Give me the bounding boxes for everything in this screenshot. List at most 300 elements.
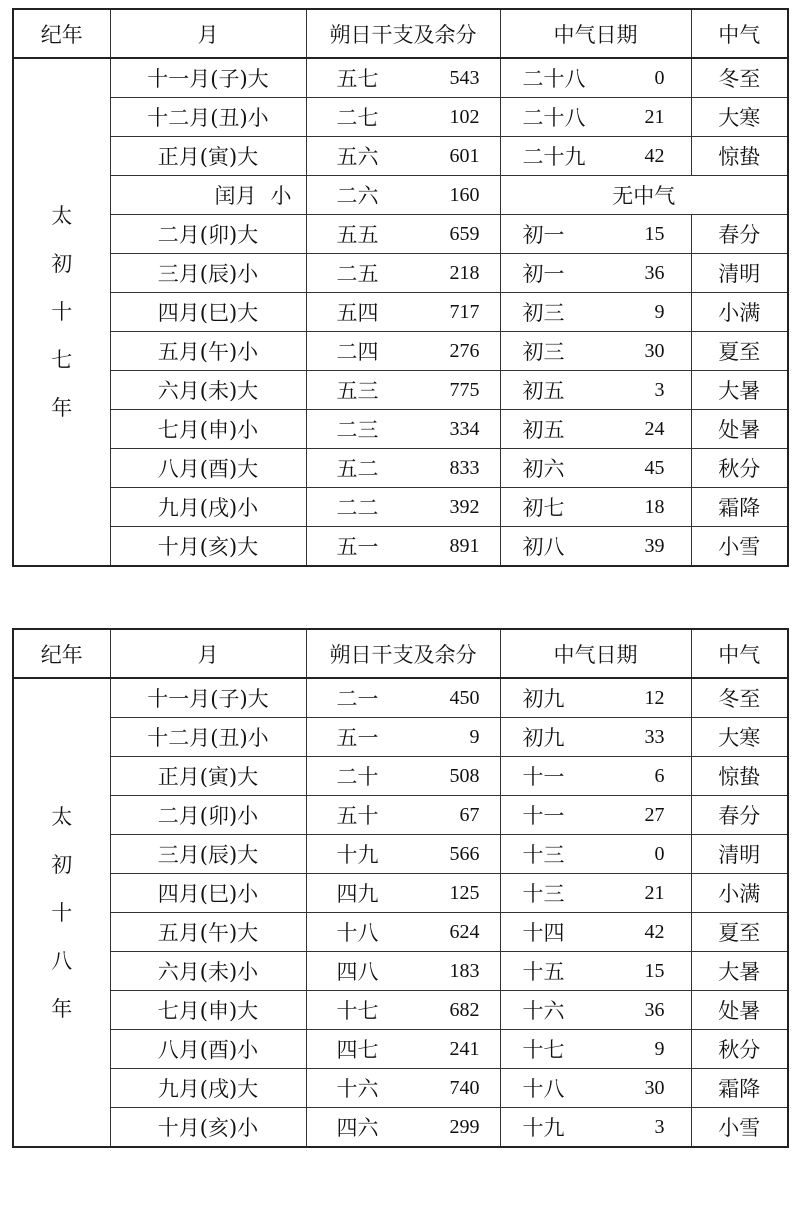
shuo-cell (306, 1030, 500, 1069)
shuo-cell (306, 215, 500, 254)
zq-date-pair (501, 375, 691, 405)
zq-day: 初五 (522, 418, 565, 442)
month-cell: 四月(巳)小 (110, 874, 306, 913)
zq-fraction: 36 (644, 998, 665, 1021)
table-row (13, 796, 788, 835)
zhongqi-cell: 小满 (691, 874, 788, 913)
zq-day: 初八 (522, 535, 565, 559)
zhongqi-cell: 惊蛰 (691, 757, 788, 796)
header-year: 纪年 (13, 9, 110, 58)
zq-date-pair (501, 956, 691, 986)
remainder-value: 717 (449, 300, 480, 323)
era-year-char: 八 (51, 948, 73, 973)
zhongqi-cell: 秋分 (691, 449, 788, 488)
ganzhi-number: 五五 (336, 223, 379, 247)
shuo-pair (307, 258, 500, 288)
zq-fraction: 21 (644, 105, 665, 128)
shuo-cell (306, 835, 500, 874)
ganzhi-number: 二四 (336, 340, 379, 364)
shuo-pair (307, 453, 500, 483)
remainder-value: 183 (449, 959, 480, 982)
ganzhi-number: 五三 (336, 379, 379, 403)
zhongqi-cell: 小满 (691, 293, 788, 332)
zq-fraction: 39 (644, 534, 665, 557)
shuo-cell (306, 137, 500, 176)
zq-date-pair (501, 839, 691, 869)
remainder-value: 775 (449, 378, 480, 401)
zq-date-pair (501, 1073, 691, 1103)
ganzhi-number: 十七 (336, 999, 379, 1023)
zhongqi-cell: 处暑 (691, 410, 788, 449)
shuo-cell (306, 952, 500, 991)
table-row (13, 137, 788, 176)
table-row (13, 488, 788, 527)
remainder-value: 102 (449, 105, 480, 128)
zq-date-cell (500, 1030, 691, 1069)
shuo-cell (306, 254, 500, 293)
zq-day: 初五 (522, 379, 565, 403)
table-row (13, 718, 788, 757)
era-year-char: 太 (51, 804, 73, 829)
table-row (13, 1069, 788, 1108)
shuo-cell (306, 332, 500, 371)
zq-fraction: 9 (654, 1037, 665, 1060)
remainder-value: 833 (449, 456, 480, 479)
ganzhi-number: 五七 (336, 67, 379, 91)
remainder-value: 682 (449, 998, 480, 1021)
table-row (13, 449, 788, 488)
zhongqi-cell: 大寒 (691, 98, 788, 137)
shuo-pair (307, 878, 500, 908)
zhongqi-cell: 惊蛰 (691, 137, 788, 176)
ganzhi-number: 二十 (336, 765, 379, 789)
shuo-pair (307, 336, 500, 366)
remainder-value: 125 (449, 881, 480, 904)
zhongqi-cell: 小雪 (691, 527, 788, 567)
ganzhi-number: 十九 (336, 843, 379, 867)
shuo-cell (306, 1108, 500, 1148)
zq-fraction: 9 (654, 300, 665, 323)
zq-date-cell (500, 488, 691, 527)
shuo-cell (306, 293, 500, 332)
shuo-pair (307, 141, 500, 171)
era-year-char: 初 (51, 852, 73, 877)
month-cell: 正月(寅)大 (110, 137, 306, 176)
month-cell: 二月(卯)大 (110, 215, 306, 254)
zhongqi-cell: 秋分 (691, 1030, 788, 1069)
zq-date-cell (500, 58, 691, 98)
zq-date-cell (500, 215, 691, 254)
month-cell: 十月(亥)小 (110, 1108, 306, 1148)
zq-day: 二十九 (522, 145, 586, 169)
shuo-cell (306, 991, 500, 1030)
zq-fraction: 45 (644, 456, 665, 479)
table-row (13, 176, 788, 215)
shuo-pair (307, 63, 500, 93)
month-cell: 十一月(子)大 (110, 58, 306, 98)
zq-date-cell (500, 527, 691, 567)
zq-day: 十五 (522, 960, 565, 984)
zq-fraction: 42 (644, 144, 665, 167)
shuo-cell (306, 449, 500, 488)
zq-date-cell (500, 332, 691, 371)
zq-date-cell (500, 1108, 691, 1148)
zq-fraction: 24 (644, 417, 665, 440)
shuo-pair (307, 375, 500, 405)
remainder-value: 67 (459, 803, 480, 826)
ganzhi-number: 十八 (336, 921, 379, 945)
ganzhi-number: 五二 (336, 457, 379, 481)
zq-date-pair (501, 492, 691, 522)
zq-date-cell (500, 449, 691, 488)
era-year-char: 初 (51, 252, 73, 276)
header-shuo: 朔日干支及余分 (306, 9, 500, 58)
era-year-char: 十 (51, 900, 73, 925)
no-zhongqi-cell: 无中气 (500, 176, 788, 215)
zq-day: 十三 (522, 843, 565, 867)
shuo-pair (307, 1073, 500, 1103)
table-row (13, 952, 788, 991)
zq-fraction: 3 (654, 1115, 665, 1138)
zq-day: 初三 (522, 340, 565, 364)
month-cell: 十一月(子)大 (110, 678, 306, 718)
zq-date-cell (500, 718, 691, 757)
ganzhi-number: 二一 (336, 687, 379, 711)
shuo-pair (307, 492, 500, 522)
header-zq-date: 中气日期 (500, 9, 691, 58)
shuo-cell (306, 58, 500, 98)
zhongqi-cell: 小雪 (691, 1108, 788, 1148)
zhongqi-cell: 冬至 (691, 58, 788, 98)
zhongqi-cell: 霜降 (691, 1069, 788, 1108)
table-row (13, 371, 788, 410)
table-row (13, 1108, 788, 1148)
calendar-table-taichu-17 (12, 8, 789, 567)
month-cell: 正月(寅)大 (110, 757, 306, 796)
zq-day: 初九 (522, 687, 565, 711)
zq-day: 十九 (522, 1116, 565, 1140)
table-row (13, 757, 788, 796)
zq-date-cell (500, 757, 691, 796)
month-cell: 五月(午)大 (110, 913, 306, 952)
zq-date-cell (500, 952, 691, 991)
remainder-value: 392 (449, 495, 480, 518)
era-year-char: 太 (51, 204, 73, 228)
shuo-cell (306, 488, 500, 527)
leap-month (157, 180, 306, 210)
zq-date-cell (500, 835, 691, 874)
month-cell: 五月(午)小 (110, 332, 306, 371)
zq-date-cell (500, 254, 691, 293)
ganzhi-number: 五十 (336, 804, 379, 828)
header-month: 月 (110, 629, 306, 678)
shuo-cell (306, 678, 500, 718)
zhongqi-cell: 处暑 (691, 991, 788, 1030)
zq-date-pair (501, 917, 691, 947)
zq-fraction: 0 (654, 842, 665, 865)
shuo-pair (307, 180, 500, 210)
zq-date-pair (501, 102, 691, 132)
remainder-value: 566 (449, 842, 480, 865)
table-row (13, 991, 788, 1030)
month-cell: 十月(亥)大 (110, 527, 306, 567)
shuo-cell (306, 527, 500, 567)
zq-date-pair (501, 414, 691, 444)
ganzhi-number: 二五 (336, 262, 379, 286)
table-row (13, 835, 788, 874)
zq-fraction: 27 (644, 803, 665, 826)
era-year-char: 年 (51, 996, 73, 1021)
shuo-cell (306, 718, 500, 757)
leap-month-label: 闰月 (214, 184, 257, 208)
zq-day: 二十八 (522, 67, 586, 91)
shuo-cell (306, 874, 500, 913)
shuo-pair (307, 956, 500, 986)
zq-date-pair (501, 219, 691, 249)
shuo-pair (307, 839, 500, 869)
month-cell: 三月(辰)小 (110, 254, 306, 293)
zq-date-cell (500, 137, 691, 176)
ganzhi-number: 十六 (336, 1077, 379, 1101)
era-year-char: 十 (51, 300, 73, 324)
remainder-value: 601 (449, 144, 480, 167)
zq-date-pair (501, 995, 691, 1025)
era-year-char: 年 (51, 396, 73, 420)
zhongqi-cell: 大暑 (691, 371, 788, 410)
month-cell: 九月(戌)大 (110, 1069, 306, 1108)
month-cell: 九月(戌)小 (110, 488, 306, 527)
remainder-value: 299 (449, 1115, 480, 1138)
zq-day: 十七 (522, 1038, 565, 1062)
table-row (13, 874, 788, 913)
zq-day: 十一 (522, 804, 565, 828)
zq-day: 十八 (522, 1077, 565, 1101)
remainder-value: 543 (449, 66, 480, 89)
ganzhi-number: 五六 (336, 145, 379, 169)
remainder-value: 450 (449, 686, 480, 709)
remainder-value: 9 (469, 725, 480, 748)
remainder-value: 218 (449, 261, 480, 284)
shuo-pair (307, 531, 500, 561)
zq-fraction: 33 (644, 725, 665, 748)
zq-date-pair (501, 141, 691, 171)
month-cell: 八月(酉)小 (110, 1030, 306, 1069)
month-cell: 七月(申)大 (110, 991, 306, 1030)
shuo-pair (307, 102, 500, 132)
zq-date-cell (500, 874, 691, 913)
zq-fraction: 18 (644, 495, 665, 518)
table-row (13, 678, 788, 718)
shuo-cell (306, 371, 500, 410)
table-row (13, 410, 788, 449)
shuo-pair (307, 722, 500, 752)
zhongqi-cell: 清明 (691, 835, 788, 874)
month-cell: 六月(未)大 (110, 371, 306, 410)
calendar-table-taichu-18 (12, 628, 789, 1148)
zq-date-pair (501, 761, 691, 791)
zhongqi-cell: 大寒 (691, 718, 788, 757)
table-row (13, 58, 788, 98)
zq-fraction: 30 (644, 1076, 665, 1099)
zhongqi-cell: 夏至 (691, 332, 788, 371)
header-row (13, 9, 788, 58)
ganzhi-number: 五一 (336, 726, 379, 750)
shuo-pair (307, 800, 500, 830)
month-cell: 六月(未)小 (110, 952, 306, 991)
zhongqi-cell: 春分 (691, 796, 788, 835)
zhongqi-cell: 大暑 (691, 952, 788, 991)
remainder-value: 659 (449, 222, 480, 245)
shuo-cell (306, 98, 500, 137)
zq-fraction: 21 (644, 881, 665, 904)
zq-fraction: 42 (644, 920, 665, 943)
header-row (13, 629, 788, 678)
zq-day: 初三 (522, 301, 565, 325)
zq-fraction: 15 (644, 959, 665, 982)
zq-date-cell (500, 1069, 691, 1108)
ganzhi-number: 二七 (336, 106, 379, 130)
zq-date-pair (501, 1112, 691, 1142)
month-cell (110, 176, 306, 215)
table-row (13, 527, 788, 567)
shuo-cell (306, 757, 500, 796)
header-shuo: 朔日干支及余分 (306, 629, 500, 678)
zhongqi-cell: 清明 (691, 254, 788, 293)
table-row (13, 98, 788, 137)
header-zq: 中气 (691, 629, 788, 678)
zq-date-pair (501, 63, 691, 93)
leap-month-size: 小 (270, 184, 292, 208)
month-cell: 四月(巳)大 (110, 293, 306, 332)
shuo-cell (306, 410, 500, 449)
zq-date-cell (500, 98, 691, 137)
shuo-pair (307, 219, 500, 249)
zhongqi-cell: 夏至 (691, 913, 788, 952)
zq-date-pair (501, 531, 691, 561)
zq-date-cell (500, 991, 691, 1030)
month-cell: 七月(申)小 (110, 410, 306, 449)
shuo-pair (307, 1112, 500, 1142)
zq-date-cell (500, 913, 691, 952)
shuo-pair (307, 761, 500, 791)
zq-date-cell (500, 796, 691, 835)
zq-fraction: 36 (644, 261, 665, 284)
remainder-value: 508 (449, 764, 480, 787)
zq-fraction: 30 (644, 339, 665, 362)
zq-date-pair (501, 878, 691, 908)
zq-date-pair (501, 1034, 691, 1064)
header-zq-date: 中气日期 (500, 629, 691, 678)
shuo-pair (307, 414, 500, 444)
remainder-value: 241 (449, 1037, 480, 1060)
zq-fraction: 0 (654, 66, 665, 89)
shuo-pair (307, 917, 500, 947)
remainder-value: 276 (449, 339, 480, 362)
shuo-pair (307, 1034, 500, 1064)
remainder-value: 334 (449, 417, 480, 440)
month-cell: 二月(卯)小 (110, 796, 306, 835)
zq-day: 十四 (522, 921, 565, 945)
ganzhi-number: 二三 (336, 418, 379, 442)
ganzhi-number: 四七 (336, 1038, 379, 1062)
zq-day: 初一 (522, 223, 565, 247)
zq-date-cell (500, 371, 691, 410)
table-row (13, 215, 788, 254)
shuo-cell (306, 796, 500, 835)
ganzhi-number: 二二 (336, 496, 379, 520)
zq-date-cell (500, 410, 691, 449)
ganzhi-number: 四六 (336, 1116, 379, 1140)
shuo-cell (306, 176, 500, 215)
table-row (13, 1030, 788, 1069)
shuo-cell (306, 1069, 500, 1108)
zq-date-cell (500, 678, 691, 718)
zq-fraction: 15 (644, 222, 665, 245)
zhongqi-cell: 冬至 (691, 678, 788, 718)
ganzhi-number: 四九 (336, 882, 379, 906)
table-row (13, 293, 788, 332)
shuo-cell (306, 913, 500, 952)
shuo-pair (307, 995, 500, 1025)
zq-date-pair (501, 258, 691, 288)
shuo-pair (307, 683, 500, 713)
era-year-cell (13, 58, 110, 566)
zq-day: 十一 (522, 765, 565, 789)
ganzhi-number: 五四 (336, 301, 379, 325)
remainder-value: 624 (449, 920, 480, 943)
month-cell: 八月(酉)大 (110, 449, 306, 488)
month-cell: 十二月(丑)小 (110, 98, 306, 137)
zq-date-cell (500, 293, 691, 332)
era-year-cell (13, 678, 110, 1147)
shuo-pair (307, 297, 500, 327)
table-row (13, 254, 788, 293)
table-row (13, 332, 788, 371)
zq-date-pair (501, 683, 691, 713)
ganzhi-number: 二六 (336, 184, 379, 208)
zq-day: 初七 (522, 496, 565, 520)
header-zq: 中气 (691, 9, 788, 58)
ganzhi-number: 五一 (336, 535, 379, 559)
zq-date-pair (501, 297, 691, 327)
header-month: 月 (110, 9, 306, 58)
zq-day: 初一 (522, 262, 565, 286)
month-cell: 三月(辰)大 (110, 835, 306, 874)
zq-day: 二十八 (522, 106, 586, 130)
zq-fraction: 6 (654, 764, 665, 787)
zq-day: 十三 (522, 882, 565, 906)
table-row (13, 913, 788, 952)
header-year: 纪年 (13, 629, 110, 678)
month-cell: 十二月(丑)小 (110, 718, 306, 757)
zq-fraction: 12 (644, 686, 665, 709)
zhongqi-cell: 春分 (691, 215, 788, 254)
zq-date-pair (501, 453, 691, 483)
zq-day: 初九 (522, 726, 565, 750)
ganzhi-number: 四八 (336, 960, 379, 984)
remainder-value: 160 (449, 183, 480, 206)
zq-date-pair (501, 336, 691, 366)
zq-date-pair (501, 722, 691, 752)
remainder-value: 740 (449, 1076, 480, 1099)
remainder-value: 891 (449, 534, 480, 557)
zq-day: 十六 (522, 999, 565, 1023)
era-year-char: 七 (51, 348, 73, 372)
zq-fraction: 3 (654, 378, 665, 401)
zq-date-pair (501, 800, 691, 830)
zq-day: 初六 (522, 457, 565, 481)
zhongqi-cell: 霜降 (691, 488, 788, 527)
